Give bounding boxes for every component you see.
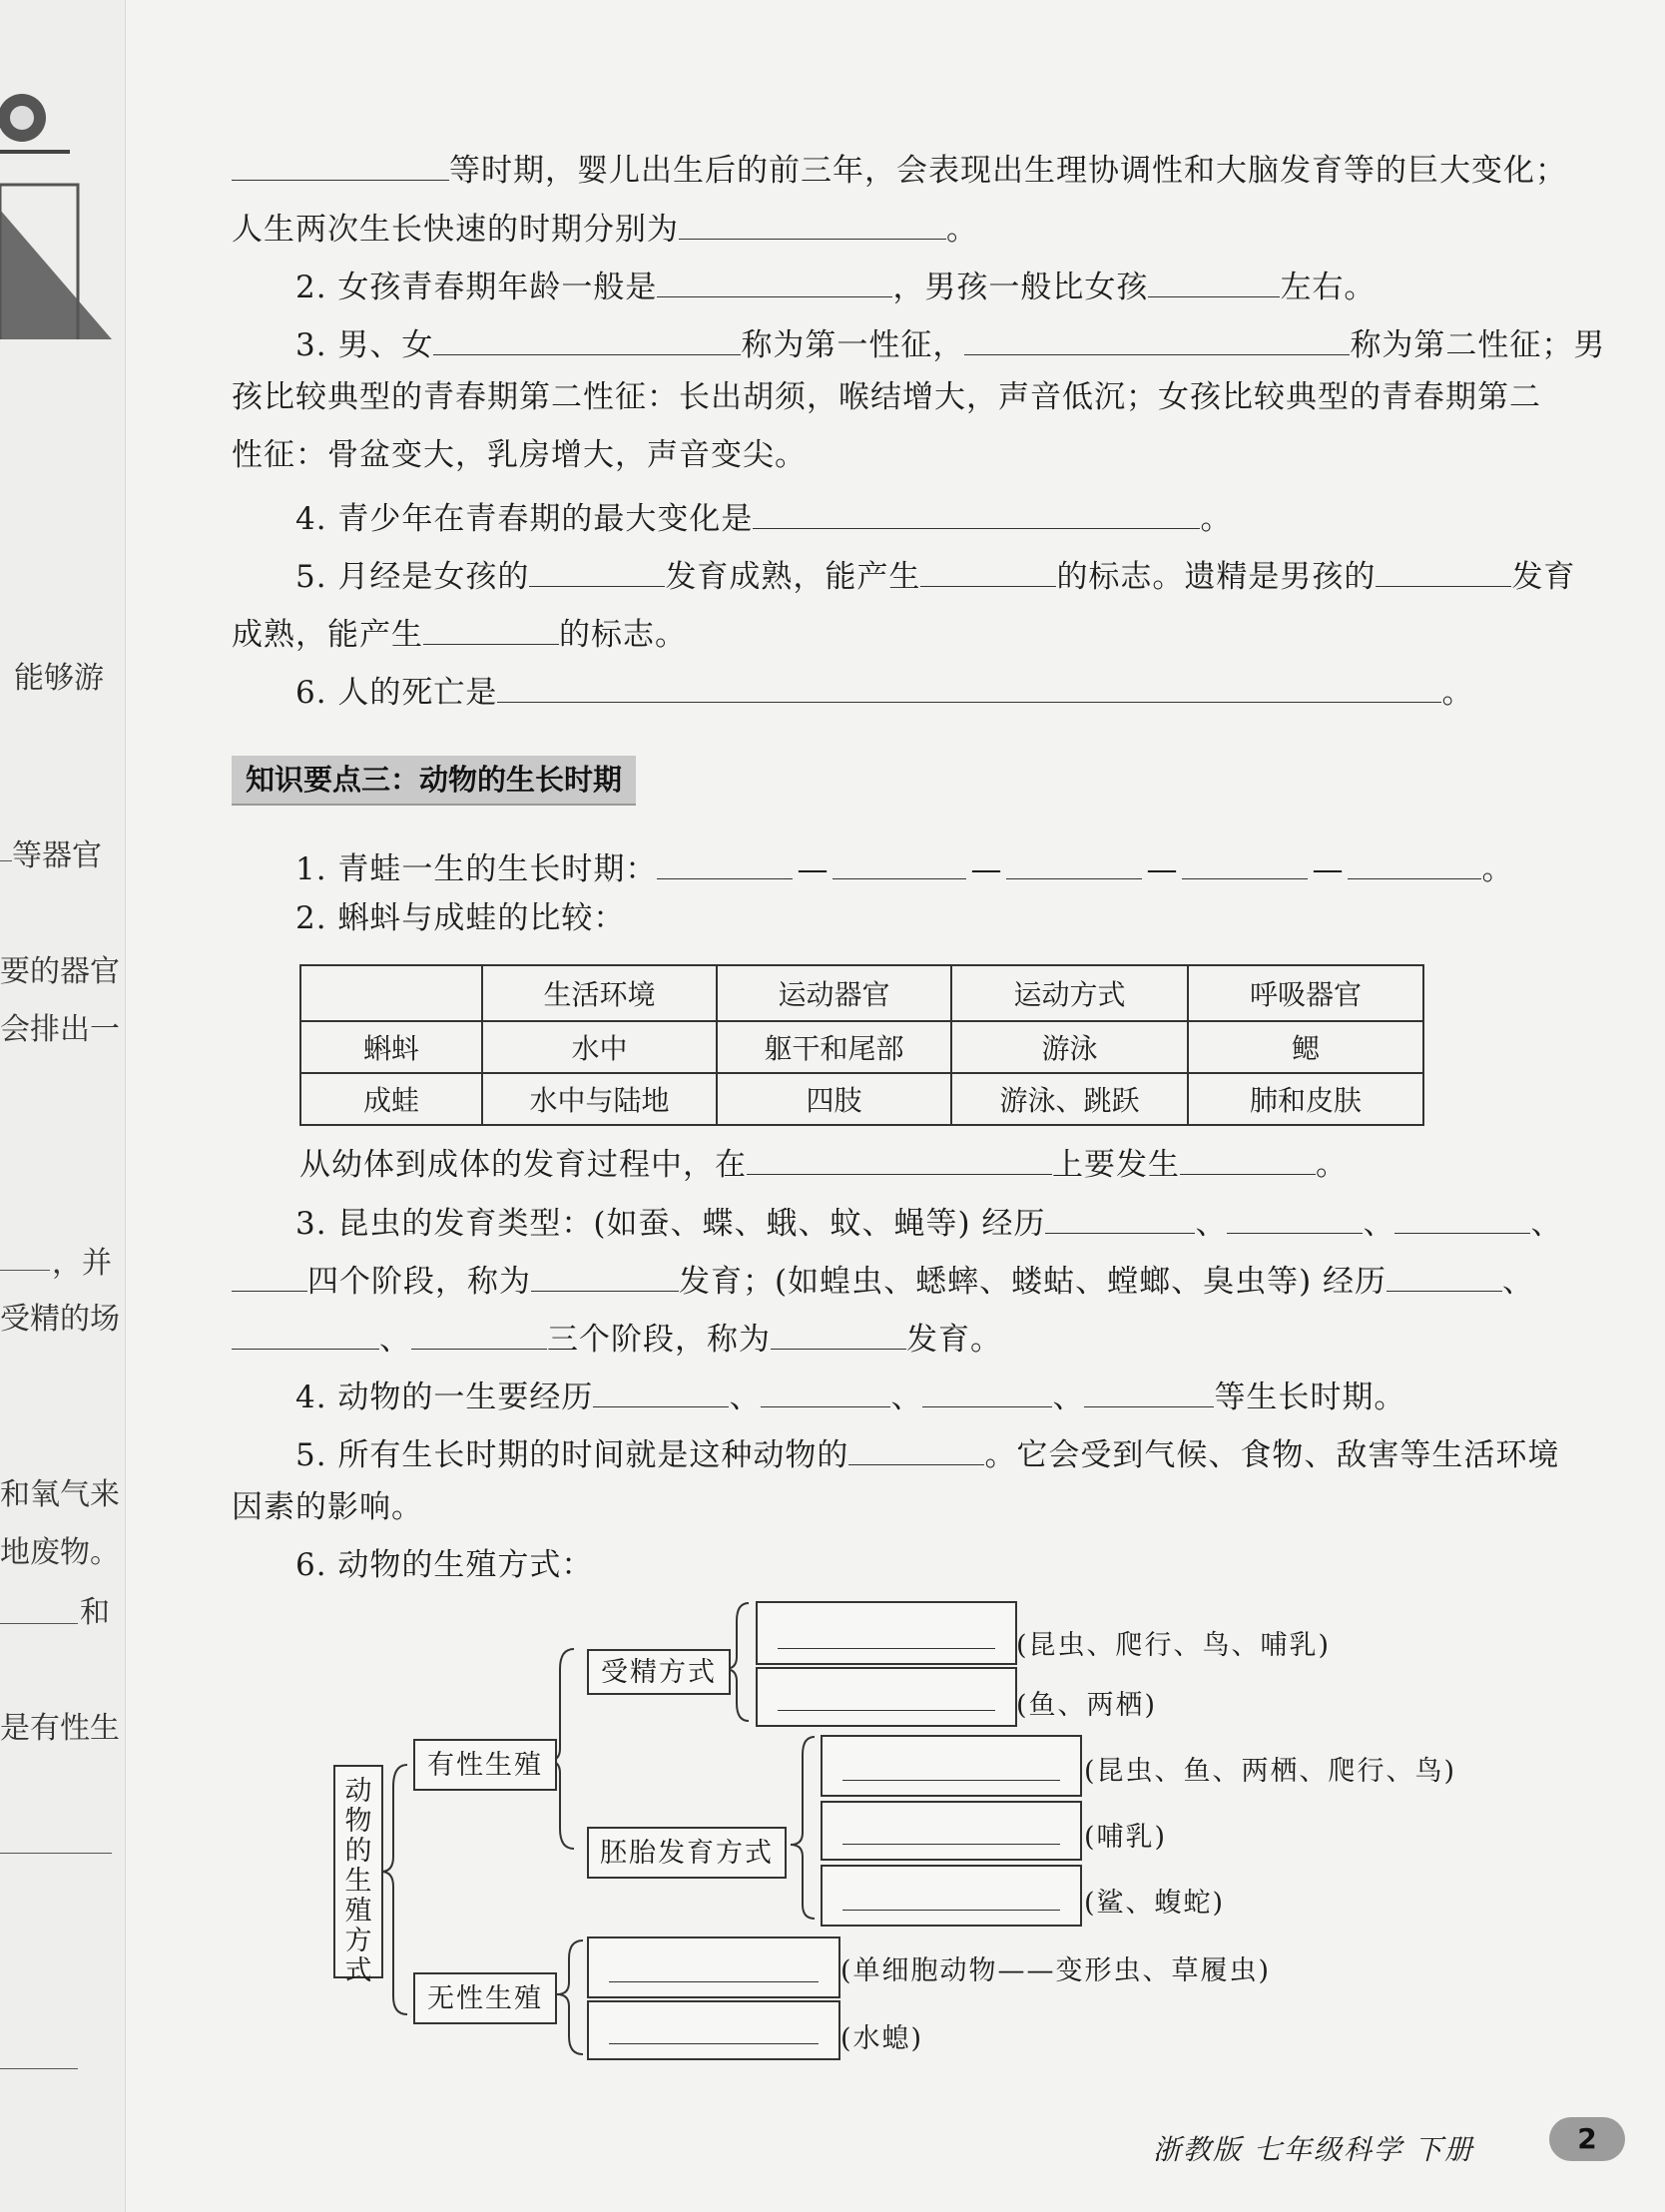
question-5: 5. 月经是女孩的 发育成熟，能产生 的标志。遗精是男孩的 发育 (295, 556, 1575, 593)
table-cell: 水中与陆地 (482, 1073, 717, 1125)
table-header-cell: 运动方式 (951, 965, 1188, 1021)
table-followup: 从幼体到成体的发育过程中，在 上要发生 。 (299, 1144, 1348, 1181)
embryo-development-box: 胚胎发育方式 (587, 1827, 787, 1879)
table-cell: 游泳、跳跃 (951, 1073, 1188, 1125)
diagram-note: (哺乳) (1084, 1822, 1168, 1853)
fertilization-box: 受精方式 (587, 1649, 731, 1695)
answer-box[interactable] (756, 1667, 1017, 1727)
text-line: 成熟，能产生 的标志。 (232, 614, 687, 651)
question-2: 2. 女孩青春期年龄一般是 ，男孩一般比女孩 左右。 (295, 267, 1376, 303)
text-line: 等时期，婴儿出生后的前三年，会表现出生理协调性和大脑发育等的巨大变化； (232, 150, 1567, 187)
diagram-root-box: 动物的生殖方式 (333, 1765, 383, 1978)
asexual-reproduction-box: 无性生殖 (413, 1972, 557, 2024)
answer-box[interactable] (756, 1601, 1017, 1665)
s3-question-6: 6. 动物的生殖方式： (295, 1547, 594, 1583)
table-cell: 鳃 (1188, 1021, 1423, 1073)
table-cell: 成蛙 (300, 1073, 482, 1125)
margin-fragment: 要的器官 (0, 954, 120, 989)
margin-fragment: 和 (80, 1595, 110, 1630)
margin-fragment: 和氧气来 (0, 1477, 120, 1512)
margin-fragment: 等器官 (12, 838, 102, 873)
s3-question-5: 5. 所有生长时期的时间就是这种动物的 。它会受到气候、食物、敌害等生活环境 (295, 1434, 1559, 1471)
table-header-cell: 运动器官 (717, 965, 951, 1021)
question-3: 3. 男、女 称为第一性征， 称为第二性征；男 (295, 324, 1605, 361)
s3-question-4: 4. 动物的一生要经历 、 、 、 等生长时期。 (295, 1377, 1405, 1413)
text-line: 人生两次生长快速的时期分别为 。 (232, 209, 978, 246)
margin-fragment: 受精的场 (0, 1302, 120, 1337)
margin-fragment: 会排出一 (0, 1012, 120, 1047)
text-line: 因素的影响。 (232, 1489, 423, 1525)
answer-box[interactable] (821, 1801, 1082, 1861)
diagram-note: (鲨、蝮蛇) (1084, 1888, 1226, 1919)
page-number-badge: 2 (1549, 2117, 1625, 2161)
diagram-note: (水螅) (840, 2023, 924, 2054)
answer-box[interactable] (587, 2000, 840, 2060)
table-header-cell: 呼吸器官 (1188, 965, 1423, 1021)
book-title-footer: 浙教版 七年级科学 下册 (1153, 2133, 1474, 2166)
question-4: 4. 青少年在青春期的最大变化是 。 (295, 498, 1232, 535)
answer-box[interactable] (821, 1735, 1082, 1797)
table-cell: 水中 (482, 1021, 717, 1073)
table-header-cell: 生活环境 (482, 965, 717, 1021)
table-cell: 躯干和尾部 (717, 1021, 951, 1073)
text-line: 性征：骨盆变大，乳房增大，声音变尖。 (232, 437, 807, 473)
diagram-note: (鱼、两栖) (1016, 1690, 1158, 1721)
margin-fragment: 能够游 (14, 661, 104, 696)
diagram-note: (昆虫、爬行、鸟、哺乳) (1016, 1630, 1332, 1661)
diagram-note: (单细胞动物——变形虫、草履虫) (840, 1955, 1272, 1986)
margin-fragment: 地废物。 (0, 1535, 120, 1570)
diagram-note: (昆虫、鱼、两栖、爬行、鸟) (1084, 1756, 1457, 1787)
answer-box[interactable] (587, 1936, 840, 1998)
s3-question-1: 1. 青蛙一生的生长时期： — — — — 。 (295, 848, 1513, 885)
s3-question-3: 3. 昆虫的发育类型：(如蚕、蝶、蛾、蚊、蝇等) 经历 、 、 、 (295, 1203, 1562, 1240)
table-cell: 蝌蚪 (300, 1021, 482, 1073)
table-cell: 游泳 (951, 1021, 1188, 1073)
s3-question-2: 2. 蝌蚪与成蛙的比较： (295, 900, 626, 936)
sexual-reproduction-box: 有性生殖 (413, 1739, 557, 1791)
margin-fragment: 是有性生 (0, 1711, 120, 1746)
answer-box[interactable] (821, 1865, 1082, 1927)
table-cell: 肺和皮肤 (1188, 1073, 1423, 1125)
margin-fragment: ，并 (52, 1246, 112, 1281)
section-heading: 知识要点三：动物的生长时期 (232, 756, 636, 806)
table-cell: 四肢 (717, 1073, 951, 1125)
question-6: 6. 人的死亡是 。 (295, 672, 1473, 709)
text-line: 孩比较典型的青春期第二性征：长出胡须，喉结增大，声音低沉；女孩比较典型的青春期第二 (232, 379, 1541, 415)
text-line: 四个阶段，称为 发育；(如蝗虫、蟋蟀、蝼蛄、螳螂、臭虫等) 经历 、 (232, 1261, 1534, 1298)
text-line: 、 三个阶段，称为 发育。 (232, 1319, 1002, 1356)
